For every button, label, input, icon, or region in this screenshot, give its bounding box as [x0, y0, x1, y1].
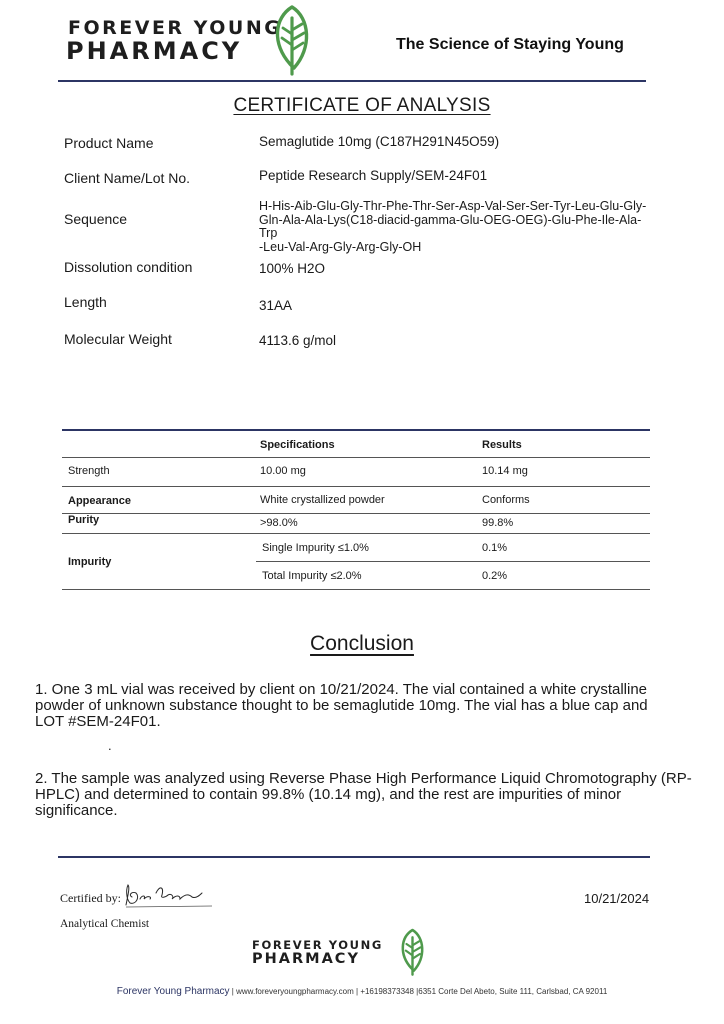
leaf-icon	[397, 928, 428, 976]
logo-text-bottom: PHARMACY	[66, 37, 243, 65]
molecular-weight-value: 4113.6 g/mol	[259, 333, 337, 348]
impurity-label: Impurity	[68, 556, 112, 568]
sequence-value	[259, 200, 659, 254]
stray-dot: .	[108, 738, 112, 753]
sequence-line: -Leu-Val-Arg-Gly-Arg-Gly-OH	[259, 239, 422, 254]
strength-label: Strength	[68, 465, 110, 477]
dissolution-label: Dissolution condition	[64, 259, 193, 275]
table-divider	[62, 533, 650, 534]
paragraph-line: significance.	[35, 802, 118, 819]
sequence-label: Sequence	[64, 211, 128, 227]
footer-logo-text-bottom: PHARMACY	[252, 951, 360, 967]
specifications-header: Specifications	[260, 439, 335, 451]
paragraph-line: LOT #SEM-24F01.	[35, 713, 161, 730]
table-divider	[62, 513, 650, 514]
analyst-role: Analytical Chemist	[60, 918, 150, 930]
product-name-label: Product Name	[64, 135, 154, 151]
appearance-result: Conforms	[482, 494, 530, 506]
client-lot-label: Client Name/Lot No.	[64, 170, 191, 186]
sequence-line: H-His-Aib-Glu-Gly-Thr-Phe-Thr-Ser-Asp-Val-Ser-Ser-Tyr-Leu-Glu-Gly-	[259, 199, 647, 213]
paragraph-line: 1. One 3 mL vial was received by client on 10/21/2024. The vial contained a white crystalline	[35, 681, 648, 698]
logo-text-top: FOREVER YOUNG	[68, 17, 283, 39]
signature-date: 10/21/2024	[584, 891, 650, 906]
dissolution-value: 100% H2O	[259, 261, 326, 276]
paragraph-line: 2. The sample was analyzed using Reverse Phase High Performance Liquid Chromotography (RP-	[35, 770, 692, 787]
appearance-label: Appearance	[68, 495, 131, 507]
purity-result: 99.8%	[482, 517, 514, 529]
conclusion-paragraph-2	[35, 771, 695, 819]
footer-address: |6351 Corte Del Abeto, Suite 111, Carlsbad, CA 92011	[416, 987, 608, 996]
strength-spec: 10.00 mg	[260, 465, 306, 477]
appearance-spec: White crystallized powder	[260, 494, 385, 506]
total-impurity-spec: Total Impurity ≤2.0%	[262, 570, 362, 582]
molecular-weight-label: Molecular Weight	[64, 331, 172, 347]
footer-divider	[58, 856, 650, 858]
paragraph-line: HPLC) and determined to contain 99.8% (10.14 mg), and the rest are impurities of minor	[35, 786, 622, 803]
length-value: 31AA	[259, 298, 293, 313]
single-impurity-result: 0.1%	[482, 542, 508, 554]
purity-spec: >98.0%	[260, 517, 298, 529]
purity-label: Purity	[68, 514, 100, 526]
strength-result: 10.14 mg	[482, 465, 528, 477]
footer-company-name: Forever Young Pharmacy	[116, 986, 230, 997]
client-lot-value: Peptide Research Supply/SEM-24F01	[259, 168, 488, 183]
single-impurity-spec: Single Impurity ≤1.0%	[262, 542, 369, 554]
footer-phone: +16198373348	[360, 987, 414, 996]
table-divider	[256, 561, 650, 562]
leaf-icon	[270, 4, 314, 76]
footer-logo-text-top: FOREVER YOUNG	[252, 938, 383, 952]
conclusion-title: Conclusion	[310, 632, 414, 655]
table-divider	[62, 486, 650, 487]
paragraph-line: powder of unknown substance thought to be semaglutide 10mg. The vial has a blue cap and	[35, 697, 648, 714]
signature-mark	[122, 881, 214, 909]
total-impurity-result: 0.2%	[482, 570, 508, 582]
conclusion-paragraph-1	[35, 682, 695, 730]
document-title: CERTIFICATE OF ANALYSIS	[233, 95, 491, 116]
sequence-line: Gln-Ala-Ala-Lys(C18-diacid-gamma-Glu-OEG-OEG)-Glu-Phe-Ile-Ala-Trp	[259, 212, 642, 240]
footer-website[interactable]: | www.foreveryoungpharmacy.com |	[231, 987, 359, 996]
header-divider	[58, 80, 646, 82]
product-name-value: Semaglutide 10mg (C187H291N45O59)	[259, 134, 500, 149]
table-divider	[62, 457, 650, 458]
table-top-border	[62, 429, 650, 431]
table-bottom-border	[62, 589, 650, 590]
results-header: Results	[482, 439, 522, 451]
length-label: Length	[64, 294, 107, 310]
tagline: The Science of Staying Young	[396, 36, 624, 53]
certified-by-label: Certified by:	[60, 891, 121, 905]
footer-contact	[0, 986, 724, 997]
